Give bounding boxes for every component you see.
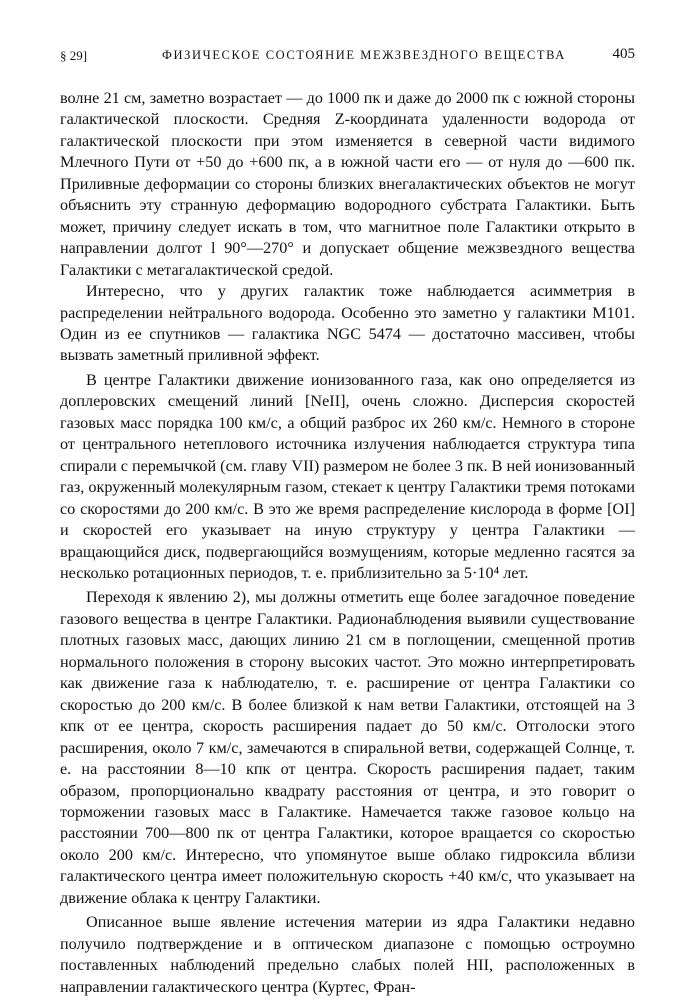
paragraph-4: Переходя к явлению 2), мы должны отметить еще более загадочное поведение газового вещества в центре Галактики. Радионаблюдения выявили существование плотных газовых масс, дающих линию 21 см в поглощении, смещенной против нормального положения в сторону высоких частот. Это можно интерпретировать как движение газа к наблюдателю, т. е. расширение от центра Галактики со скоростью до 200 км/с. В более близкой к нам ветви Галактики, отстоящей на 3 кпк от ее центра, скорость расширения падает до 50 км/с. Отголоски этого расширения, около 7 км/с, замечаются в спиральной ветви, содержащей Солнце, т. е. на расстоянии 8—10 кпк от центра. Скорость расширения падает, таким образом, пропорционально квадрату расстояния от центра, и это говорит о торможении газовых масс в Галактике. Намечается также газовое кольцо на расстоянии 700—800 пк от центра Галактики, которое вращается со скоростью около 200 км/с. Интересно, что упомянутое выше облако гидроксила вблизи галактического центра имеет положительную скорость +40 км/с, что указывает на движение облака к центру Галактики. (60, 588, 635, 907)
paragraph-5: Описанное выше явление истечения материи из ядра Галактики недавно получило подтверждение и в оптическом диапазоне с помощью остроумно поставленных наблюдений предельно слабых полей HII, расположенных в направлении галактического центра (Куртес, Фран- (60, 913, 635, 996)
paragraph-3: В центре Галактики движение ионизованного газа, как оно определяется из доплеровских смещений линий [NeII], очень сложно. Дисперсия скоростей газовых масс порядка 100 км/с, а общий разброс их 260 км/с. Немного в стороне от центрального нетеплового источника излучения наблюдается структура типа спирали с перемычкой (см. главу VII) размером не более 3 пк. В ней ионизованный газ, окруженный молекулярным газом, стекает к центру Галактики тремя потоками со скоростями до 200 км/с. В это же время распределение кислорода в форме [OI] и скоростей его указывает на иную структуру у центра Галактики — вращающийся диск, подвергающийся возмущениям, которые медленно гасятся за несколько ротационных периодов, т. е. приблизительно за 5·10⁴ лет. (60, 370, 635, 582)
paragraph-2: Интересно, что у других галактик тоже наблюдается асимметрия в распределении нейтрального водорода. Особенно это заметно у галактики M101. Один из ее спутников — галактика NGC 5474 — достаточно массивен, чтобы вызвать заметный приливной эффект. (60, 282, 635, 365)
page-number: 405 (612, 46, 635, 62)
running-header (60, 40, 635, 66)
paragraph-1: волне 21 см, заметно возрастает — до 1000 пк и даже до 2000 пк с южной стороны галактической плоскости. Средняя Z-координата удаленности водорода от галактической плоскости при этом изменяется в северной части видимого Млечного Пути от +50 до +600 пк, а в южной части его — от нуля до —600 пк. Приливные деформации со стороны близких внегалактических объектов не могут объяснить эту странную деформацию водородного субстрата Галактики. Быть может, причину следует искать в том, что магнитное поле Галактики открыто в направлении долгот l 90°—270° и допускает общение межзвездного вещества Галактики с метагалактической средой. (60, 89, 635, 279)
chapter-title: ФИЗИЧЕСКОЕ СОСТОЯНИЕ МЕЖЗВЕЗДНОГО ВЕЩЕСТВА (162, 48, 566, 62)
body-text (60, 88, 635, 998)
section-marker: § 29] (60, 48, 88, 63)
